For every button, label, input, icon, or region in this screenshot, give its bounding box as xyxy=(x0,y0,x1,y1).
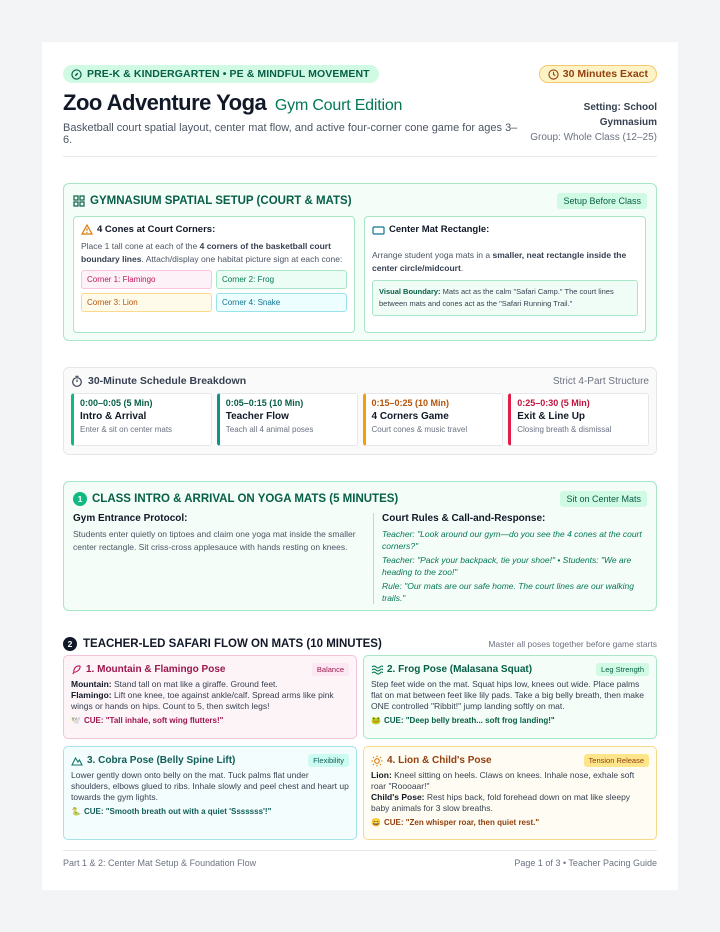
pose-cue: 🕊️ CUE: "Tall inhale, soft wing flutters!" xyxy=(71,716,224,725)
pose-tag: Leg Strength xyxy=(596,663,649,676)
schedule-item-flow: 0:05–0:15 (10 Min) Teacher Flow Teach all 4 animal poses xyxy=(217,393,358,446)
pose-tag: Tension Release xyxy=(584,754,649,767)
setting-label: Setting: School Gymnasium xyxy=(583,102,657,128)
schedule-section xyxy=(63,367,657,455)
mats-text: Arrange student yoga mats in a smaller, neat rectangle inside the center circle/midcourt. xyxy=(372,250,627,273)
pose-card-mountain-flamingo: 1. Mountain & Flamingo Pose Balance Mountain: Stand tall on mat like a giraffe. Ground feet. Flamingo: Lift one knee, toe against ankle/calf. Spread arms like pink wings or hands on hips. Count to 5, then switch legs! 🕊️ CUE: "Tall inhale, soft wing flutters!" xyxy=(63,655,357,739)
pose-cue: 🐍 CUE: "Smooth breath out with a quiet 'Sssssss'!" xyxy=(71,807,272,816)
compass-icon xyxy=(71,69,82,80)
rules-heading: Court Rules & Call-and-Response: xyxy=(382,513,546,524)
corner-snake: Corner 4: Snake xyxy=(216,293,347,312)
pose-card-lion-child: 4. Lion & Child's Pose Tension Release Lion: Kneel sitting on heels. Claws on knees. Inhale nose, exhale soft roar "Roooaar!" Child's Pose: Rest hips back, fold forehead down on mat like sleepy baby animals for 3 slow breaths. 😄 CUE: "Zen whisper roar, then quiet rest." xyxy=(363,746,657,840)
duration-badge: 30 Minutes Exact xyxy=(539,65,657,83)
group-label: Group: Whole Class (12–25) xyxy=(530,132,657,143)
page-footer xyxy=(63,850,657,868)
pose-cue: 🐸 CUE: "Deep belly breath... soft frog landing!" xyxy=(371,716,555,725)
corner-flamingo: Corner 1: Flamingo xyxy=(81,270,212,289)
pose-description: Mountain: Stand tall on mat like a giraffe. Ground feet. Flamingo: Lift one knee, toe against ankle/calf. Spread arms like pink wings or hands on hips. Count to 5, then switch legs! xyxy=(71,679,334,711)
stopwatch-icon xyxy=(71,375,83,387)
call-response-line: Rule: "Our mats are our safe home. The court lines are our walking trails." xyxy=(382,581,634,603)
waves-icon xyxy=(371,664,383,675)
schedule-item-game: 0:15–0:25 (10 Min) 4 Corners Game Court cones & music travel xyxy=(363,393,504,446)
setting-info xyxy=(524,90,657,146)
pose-card-cobra: 3. Cobra Pose (Belly Spine Lift) Flexibility Lower gently down onto belly on the mat. Tuck palms flat under shoulders, elbows glued to ribs. Inhale slowly and peel chest and heart up towards the gym lights. 🐍 CUE: "Smooth breath out with a quiet 'Sssssss'!" xyxy=(63,746,357,840)
page-title: Zoo Adventure Yoga Gym Court Edition xyxy=(63,90,403,115)
cones-title: 4 Cones at Court Corners: xyxy=(97,224,216,235)
smile-icon: 😄 xyxy=(371,818,381,827)
call-response-line: Teacher: "Pack your backpack, tie your shoe!" • Students: "We are heading to the zoo!" xyxy=(382,555,632,577)
section-number: 1 xyxy=(73,492,87,506)
corner-frog: Corner 2: Frog xyxy=(216,270,347,289)
dove-icon: 🕊️ xyxy=(71,716,81,725)
pose-description: Lion: Kneel sitting on heels. Claws on knees. Inhale nose, exhale soft roar "Roooaar!" Child's Pose: Rest hips back, fold forehead down on mat like sleepy baby animals for 3 slow breaths. xyxy=(371,770,635,813)
intro-section xyxy=(63,481,657,611)
pose-description: Step feet wide on the mat. Squat hips low, knees out wide. Place palms flat on mat between feet like lily pads. Take a big belly breath, then make ONE controlled "Ribbit!" jump landing softly on mat. xyxy=(371,679,644,711)
title-row xyxy=(63,90,657,146)
footer-right: Page 1 of 3 • Teacher Pacing Guide xyxy=(514,858,657,868)
lesson-page xyxy=(42,42,678,890)
feather-icon xyxy=(71,664,82,675)
cones-card xyxy=(73,216,355,333)
snake-icon: 🐍 xyxy=(71,807,81,816)
schedule-item-intro: 0:00–0:05 (5 Min) Intro & Arrival Enter & sit on center mats xyxy=(71,393,212,446)
title-edition: Gym Court Edition xyxy=(274,97,403,114)
sun-icon xyxy=(371,755,383,767)
clock-icon xyxy=(548,69,559,80)
flow-header xyxy=(63,637,657,651)
pose-tag: Flexibility xyxy=(308,754,349,767)
pose-card-frog: 2. Frog Pose (Malasana Squat) Leg Strength Step feet wide on the mat. Squat hips low, knees out wide. Place palms flat on mat between feet like lily pads. Take a big belly breath, then make ONE controlled "Ribbit!" jump landing softly on mat. 🐸 CUE: "Deep belly breath... soft frog landing!" xyxy=(363,655,657,739)
mountain-icon xyxy=(71,755,83,766)
entrance-heading: Gym Entrance Protocol: xyxy=(73,513,188,524)
frog-icon: 🐸 xyxy=(371,716,381,725)
mats-card xyxy=(364,216,646,333)
flow-note: Master all poses together before game starts xyxy=(488,639,657,649)
header-divider xyxy=(63,156,657,157)
rectangle-icon xyxy=(372,225,385,235)
call-response-line: Teacher: "Look around our gym—do you see the 4 cones at the court corners?" xyxy=(382,529,642,551)
mats-title: Center Mat Rectangle: xyxy=(389,224,490,235)
gym-setup-section xyxy=(63,183,657,341)
intro-tag: Sit on Center Mats xyxy=(560,491,647,507)
pose-description: Lower gently down onto belly on the mat. Tuck palms flat under shoulders, elbows glued to ribs. Inhale slowly and peel chest and heart up towards the gym lights. xyxy=(71,770,349,802)
setup-tag: Setup Before Class xyxy=(557,193,647,209)
section-number: 2 xyxy=(63,637,77,651)
corner-list xyxy=(81,270,347,312)
corner-lion: Corner 3: Lion xyxy=(81,293,212,312)
cones-text: Place 1 tall cone at each of the 4 corners of the basketball court boundary lines. Attach/display one habitat picture sign at each cone: xyxy=(81,241,343,264)
entrance-text: Students enter quietly on tiptoes and claim one yoga mat inside the smaller center rectangle. Sit criss-cross applesauce with hands resting on knees. xyxy=(73,529,356,552)
pose-grid xyxy=(63,655,657,840)
category-badge: PRE-K & KINDERGARTEN • PE & MINDFUL MOVEMENT xyxy=(63,65,379,83)
page-subtitle: Basketball court spatial layout, center mat flow, and active four-corner cone game for ages 3–6. xyxy=(63,122,518,146)
visual-boundary-note: Visual Boundary: Mats act as the calm "Safari Camp." The court lines between mats and cones act as the "Safari Running Trail." xyxy=(372,280,638,316)
grid-icon xyxy=(73,195,85,207)
footer-left: Part 1 & 2: Center Mat Setup & Foundation Flow xyxy=(63,858,257,868)
schedule-note: Strict 4-Part Structure xyxy=(552,375,649,387)
schedule-title: 30-Minute Schedule Breakdown xyxy=(88,375,247,387)
header-top xyxy=(63,64,657,84)
pose-tag: Balance xyxy=(312,663,349,676)
intro-title: CLASS INTRO & ARRIVAL ON YOGA MATS (5 MINUTES) xyxy=(92,493,399,505)
warning-triangle-icon xyxy=(81,224,93,235)
pose-cue: 😄 CUE: "Zen whisper roar, then quiet rest." xyxy=(371,818,540,827)
schedule-item-exit: 0:25–0:30 (5 Min) Exit & Line Up Closing breath & dismissal xyxy=(508,393,649,446)
flow-title: TEACHER-LED SAFARI FLOW ON MATS (10 MINUTES) xyxy=(83,638,382,650)
setup-title: GYMNASIUM SPATIAL SETUP (COURT & MATS) xyxy=(73,195,352,207)
